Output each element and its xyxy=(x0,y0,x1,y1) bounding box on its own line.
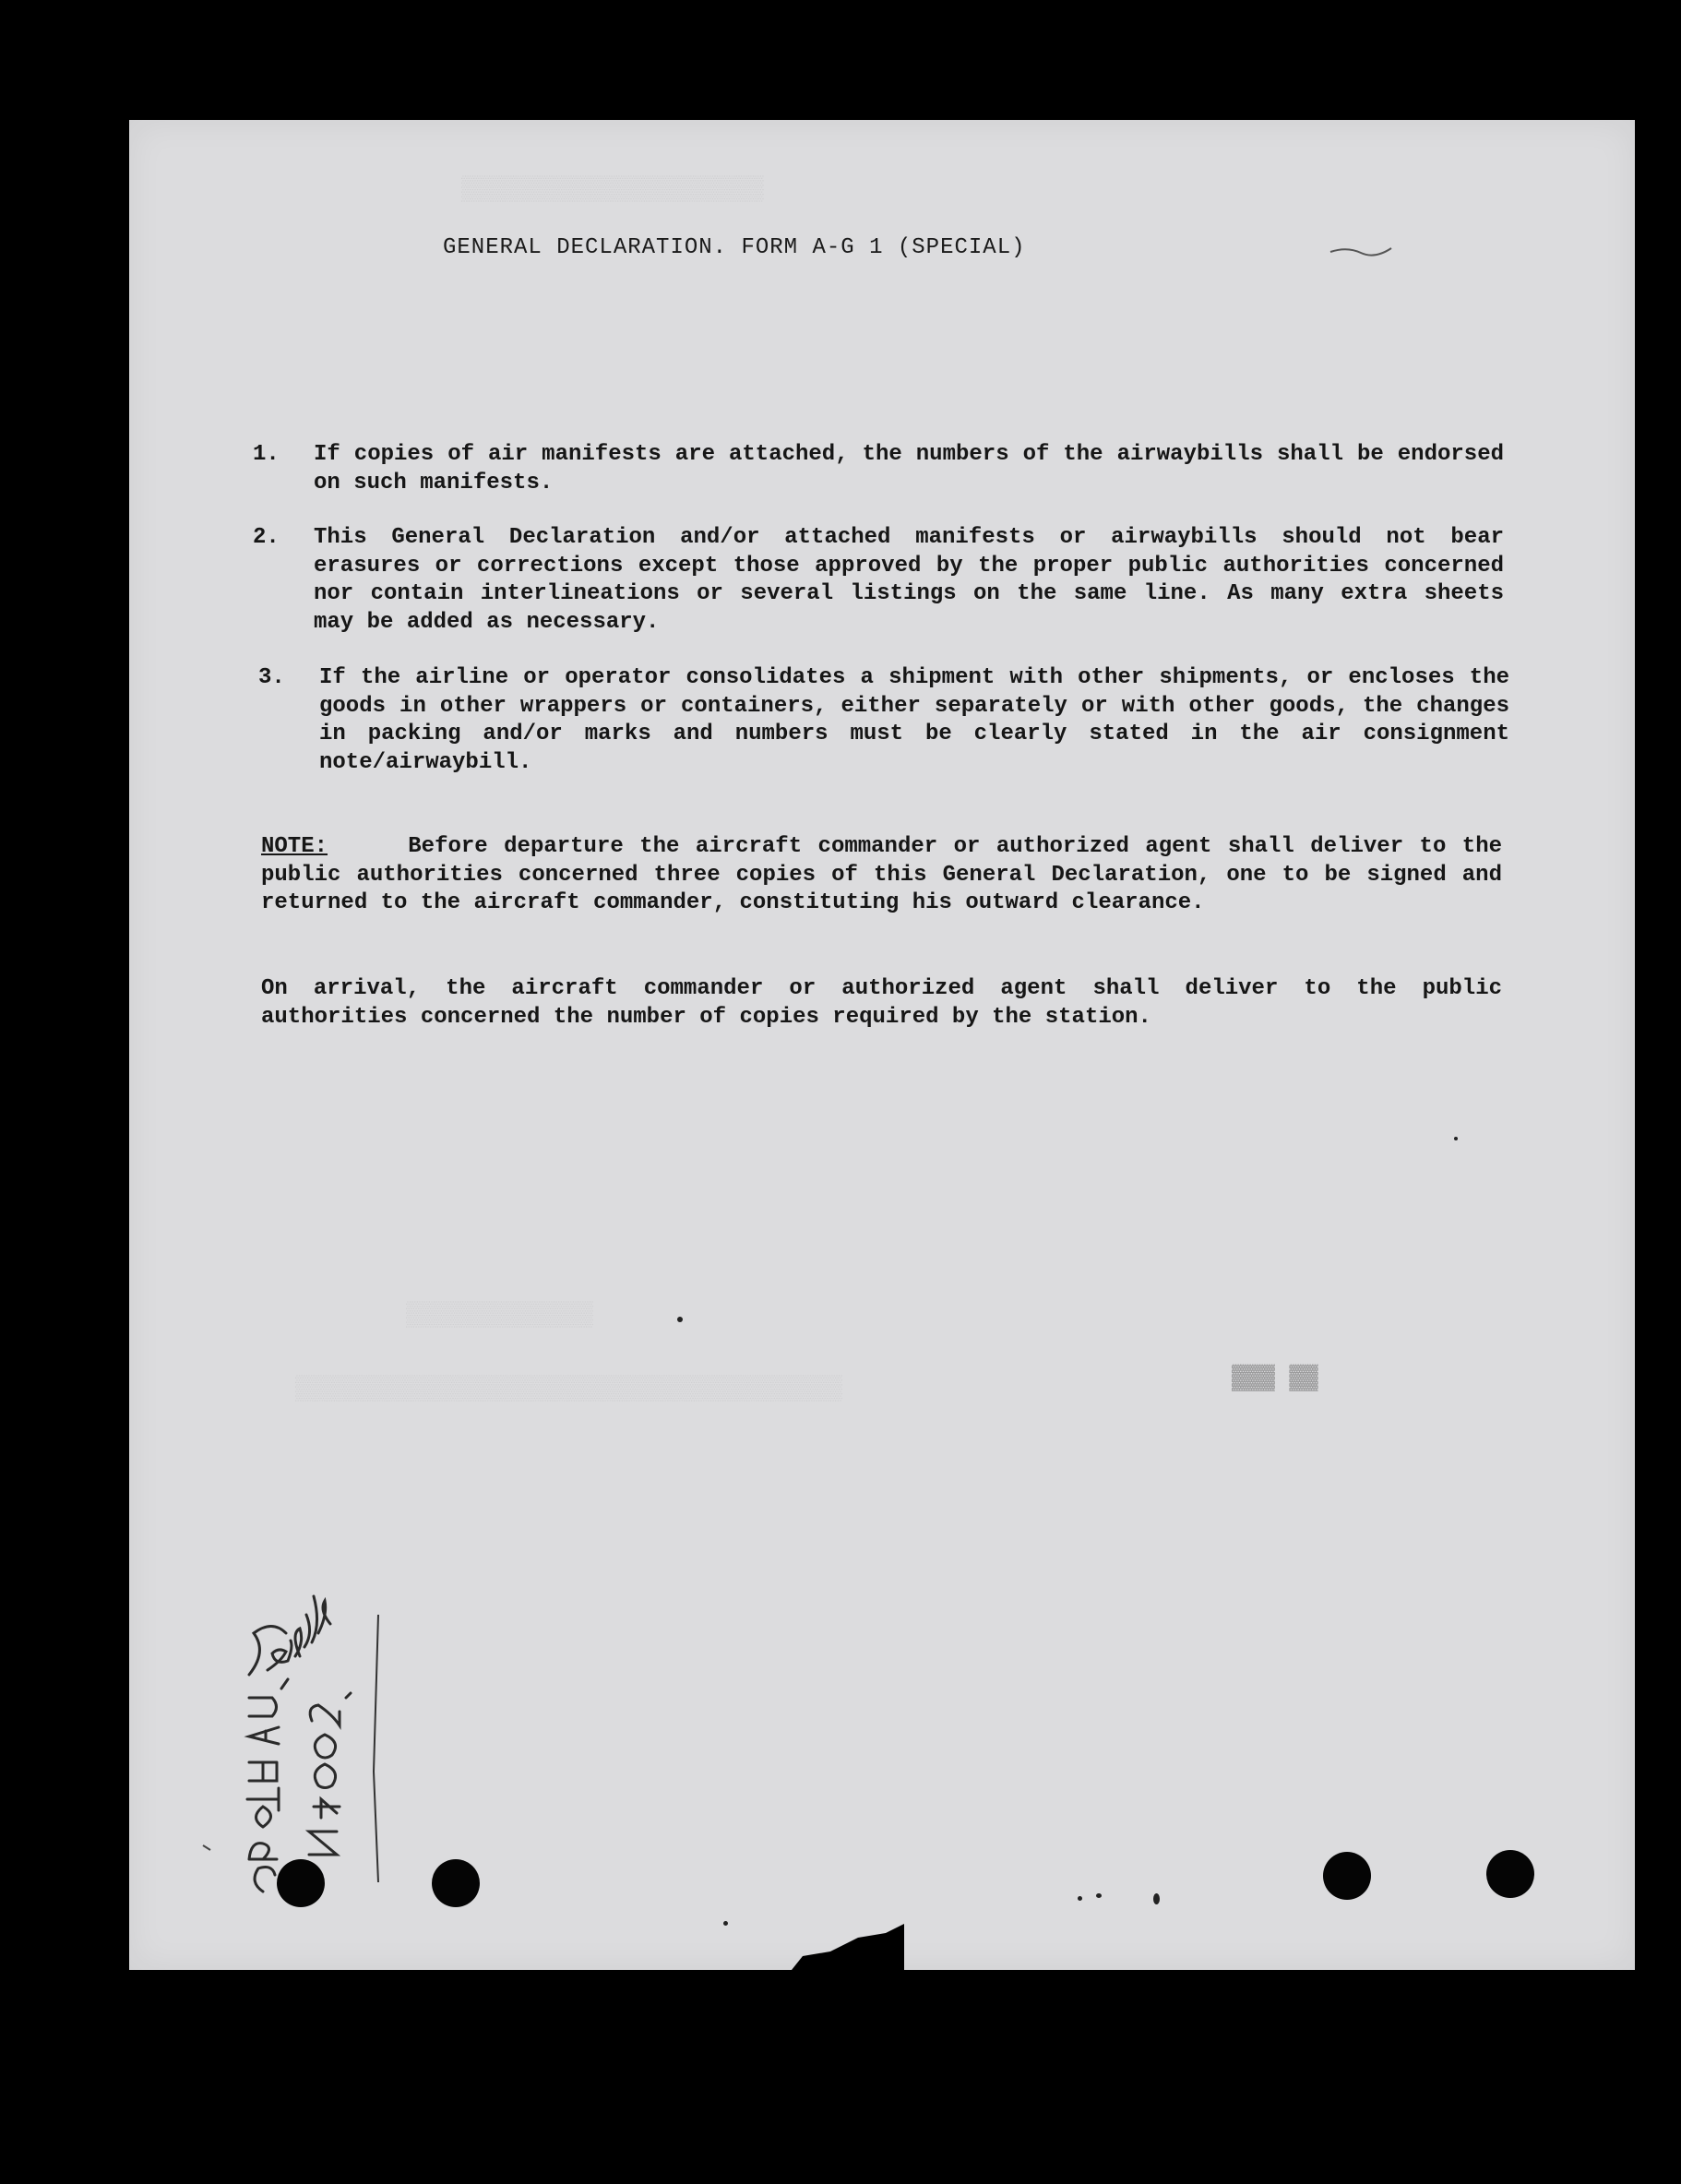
faint-stamp: ▓▓▓ ▓▓ xyxy=(1232,1364,1318,1391)
instruction-number: 2. xyxy=(253,525,280,550)
instruction-text: If the airline or operator consolidates a shipment with other shipments, or encloses the goods in other wrappers or containers, either separately or with other goods, the changes in packing and/or marks and numbers must be clearly stated in the air consignment note/airwaybill. xyxy=(319,665,1509,775)
speck xyxy=(723,1921,728,1926)
note-paragraph xyxy=(261,833,1502,918)
speck xyxy=(677,1317,683,1322)
arrival-paragraph: On arrival, the aircraft commander or authorized agent shall deliver to the public authorities concerned the number of copies required by the station. xyxy=(261,976,1502,1030)
instruction-text: This General Declaration and/or attached manifests or airwaybills should not bear erasures or corrections except those approved by the proper public authorities concerned nor contain interlineations or several listings on the same line. As many extra sheets may be added as necessary. xyxy=(314,525,1504,635)
punch-hole xyxy=(432,1859,480,1907)
note-label: NOTE: xyxy=(261,834,328,859)
instruction-item-1 xyxy=(253,441,1508,498)
instruction-item-2 xyxy=(253,524,1508,638)
instruction-item-3 xyxy=(258,664,1513,779)
handwritten-signature xyxy=(111,1495,387,1901)
instruction-number: 1. xyxy=(253,442,280,467)
torn-edge xyxy=(784,1924,904,1979)
speck xyxy=(1153,1893,1160,1904)
punch-hole xyxy=(1486,1850,1534,1898)
punch-hole xyxy=(277,1859,325,1907)
speck xyxy=(1454,1137,1458,1140)
instruction-number: 3. xyxy=(258,665,285,690)
speck xyxy=(1096,1893,1102,1898)
speck xyxy=(1078,1896,1082,1901)
instruction-text: If copies of air manifests are attached, the numbers of the airwaybills shall be endorsed on such manifests. xyxy=(314,442,1504,495)
note-text: Before departure the aircraft commander or authorized agent shall deliver to the public authorities concerned three copies of this General Declaration, one to be signed and returned to the aircraft commander, constituting his outward clearance. xyxy=(261,834,1503,915)
punch-hole xyxy=(1323,1852,1371,1900)
handwritten-annotation xyxy=(111,1495,387,1901)
bleed-through-text: ▒▒▒▒▒▒▒▒▒▒▒▒▒▒▒▒▒▒▒▒▒▒▒▒▒▒▒▒▒▒▒▒▒▒▒▒▒▒ xyxy=(295,1375,842,1402)
bleed-through-text: ▒▒▒▒▒▒▒▒▒▒▒▒▒ xyxy=(406,1301,593,1329)
document-title: GENERAL DECLARATION. FORM A-G 1 (SPECIAL) xyxy=(443,235,1026,260)
bleed-through-text: ▒▒▒▒▒▒▒▒▒▒▒▒▒▒▒▒▒▒▒▒▒ xyxy=(461,175,764,203)
